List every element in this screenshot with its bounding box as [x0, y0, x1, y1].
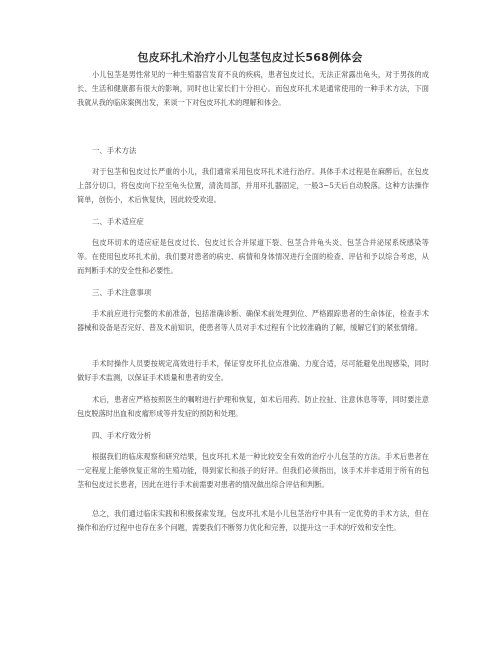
section-heading-indications: 二、手术适应症	[92, 217, 144, 226]
document-title: 包皮环扎术治疗小儿包茎包皮过长568例体会	[137, 51, 363, 64]
section-precautions-paragraph-2: 手术时操作人员要按规定高效进行手术，保证穿皮环扎位点准确、力度合适，尽可能避免出现感染，同时做好手术监测，以保证手术质量和患者的安全。	[77, 359, 429, 382]
intro-paragraph: 小儿包茎是男性常见的一种生殖器官发育不良的疾病，患者包皮过长，无法正常露出龟头，对于男孩的成长、生活和健康都有很大的影响，同时也让家长们十分担心。而包皮环扎术是通常使用的一种手术方法，下面我就从我的临床案例出发，来谈一下对包皮环扎术的理解和体会。	[77, 70, 429, 107]
section-indications-paragraph-1: 包皮环切术的适应症是包皮过长、包皮过长合并尿道下裂、包茎合并龟头炎、包茎合并泌尿系统感染等等。在使用包皮环扎术前，我们要对患者的病史、病情和身体情况进行全面的检查、评估和予以综合考虑，从而判断手术的安全性和必要性。	[77, 238, 429, 275]
section-heading-precautions: 三、手术注意事项	[92, 288, 152, 297]
section-method-paragraph-1: 对于包茎和包皮过长严重的小儿，我们通常采用包皮环扎术进行治疗。具体手术过程是在麻醉后，在包皮上部分切口，将包皮向下拉至龟头位置，清洗局部，并用环扎器固定，一般3~5天后自动脱落。这种方法操作简单，创伤小，术后恢复快，因此较受欢迎。	[77, 167, 429, 204]
section-heading-efficacy: 四、手术疗效分析	[92, 431, 152, 440]
section-precautions-paragraph-3: 术后，患者应严格按照医生的嘱咐进行护理和恢复，如术后用药、防止拉扯、注意休息等等，同时要注意包皮脱落时出血和皮瘤形成等并发症的预防和处理。	[77, 395, 429, 418]
section-precautions-paragraph-1: 手术前应进行完整的术前准备，包括准确诊断、确保术前处理到位、严格跟踪患者的生命体征，检查手术器械和设备是否完好、普及术前知识，使患者等人员对手术过程有个比较准确的了解，缓解它们的紧张情绪。	[77, 309, 429, 332]
section-heading-method: 一、手术方法	[92, 146, 137, 155]
section-efficacy-paragraph-1: 根据我们的临床观察和研究结果，包皮环扎术是一种比较安全有效的治疗小儿包茎的方法。手术后患者在一定程度上能够恢复正常的生殖功能，得到家长和孩子的好评。但我们必须指出，该手术并非适用于所有的包茎和包皮过长患者，因此在进行手术前需要对患者的情况做出综合评估和判断。	[77, 452, 429, 489]
section-efficacy-paragraph-2: 总之，我们通过临床实践和积极探索发现，包皮环扎术是小儿包茎治疗中具有一定优势的手术方法，但在操作和治疗过程中也存在多个问题，需要我们不断努力优化和完善，以提升这一手术的疗效和安全性。	[77, 509, 429, 532]
